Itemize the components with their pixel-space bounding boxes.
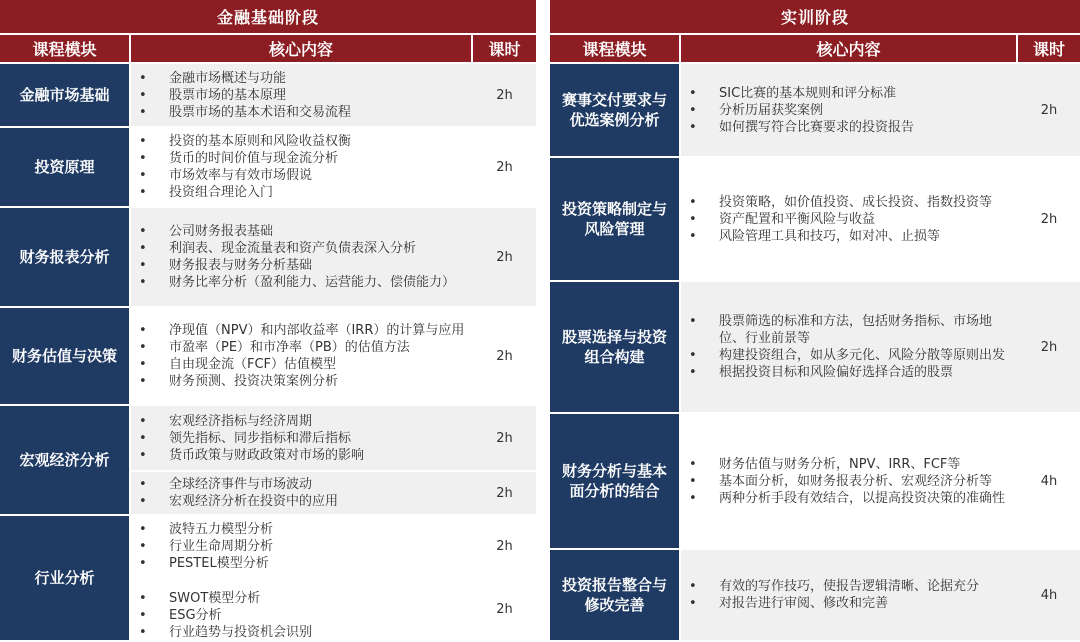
module-cell: 赛事交付要求与优选案例分析 — [550, 64, 679, 156]
header-module: 课程模块 — [0, 35, 131, 62]
content-cell — [131, 128, 473, 206]
bullet-item: • 如何撰写符合比赛要求的投资报告 — [719, 119, 1010, 136]
bullet-item: • 市场效率与有效市场假说 — [169, 167, 473, 184]
bullet-item: • 宏观经济分析在投资中的应用 — [169, 493, 473, 510]
bullet-item: • 领先指标、同步指标和滞后指标 — [169, 430, 473, 447]
bullet-item: • 金融市场概述与功能 — [169, 70, 473, 87]
content-cell — [131, 472, 473, 514]
content-cell — [131, 308, 473, 404]
module-cell: 金融市场基础 — [0, 64, 129, 126]
bullet-item: • 构建投资组合，如从多元化、风险分散等原则出发 — [719, 347, 1010, 364]
bullet-item: • 两种分析手段有效结合，以提高投资决策的准确性 — [719, 490, 1010, 507]
bullet-item: • 波特五力模型分析 — [169, 521, 473, 538]
bullet-list — [131, 521, 473, 572]
stage-title: 金融基础阶段 — [0, 0, 536, 33]
content-cell — [681, 282, 1018, 412]
hours-cell: 2h — [496, 601, 513, 617]
hours-cell: 4h — [1018, 550, 1080, 640]
bullet-list — [681, 313, 1010, 381]
bullet-item: • 行业趋势与投资机会识别 — [169, 624, 473, 641]
bullet-item: • 自由现金流（FCF）估值模型 — [169, 356, 473, 373]
bullet-list — [131, 70, 473, 121]
hours-cell: 2h — [1018, 64, 1080, 156]
header-content: 核心内容 — [681, 35, 1018, 62]
module-cell: 财务报表分析 — [0, 208, 129, 306]
hours-cell: 2h — [473, 472, 536, 514]
bullet-list — [131, 413, 473, 464]
module-cell: 财务分析与基本面分析的结合 — [550, 414, 679, 548]
bullet-item: • 利润表、现金流量表和资产负债表深入分析 — [169, 240, 473, 257]
bullet-item: • 根据投资目标和风险偏好选择合适的股票 — [719, 364, 1010, 381]
bullet-item: • 投资组合理论入门 — [169, 184, 473, 201]
bullet-item: • 股票市场的基本术语和交易流程 — [169, 104, 473, 121]
bullet-item: • 货币的时间价值与现金流分析 — [169, 150, 473, 167]
module-cell: 投资报告整合与修改完善 — [550, 550, 679, 640]
hours-cell: 2h — [473, 208, 536, 306]
table-body — [550, 64, 1080, 642]
bullet-list — [681, 456, 1010, 507]
table-body — [0, 64, 536, 642]
bullet-item: • 公司财务报表基础 — [169, 223, 473, 240]
hours-cell: 2h — [1018, 282, 1080, 412]
module-cell: 宏观经济分析 — [0, 406, 129, 514]
bullet-item: • 投资的基本原则和风险收益权衡 — [169, 133, 473, 150]
module-cell: 股票选择与投资组合构建 — [550, 282, 679, 412]
header-module: 课程模块 — [550, 35, 681, 62]
bullet-item: • 股票市场的基本原理 — [169, 87, 473, 104]
content-cell — [131, 64, 473, 126]
bullet-item: • 行业生命周期分析 — [169, 538, 473, 555]
content-cell — [681, 414, 1018, 548]
content-cell — [131, 208, 473, 306]
bullet-item: • 有效的写作技巧，使报告逻辑清晰、论据充分 — [719, 578, 1010, 595]
bullet-item: • 分析历届获奖案例 — [719, 102, 1010, 119]
hours-cell: 4h — [1040, 473, 1058, 489]
bullet-item: • 投资策略，如价值投资、成长投资、指数投资等 — [719, 194, 1010, 211]
bullet-item: • 全球经济事件与市场波动 — [169, 476, 473, 493]
bullet-list — [681, 85, 1010, 136]
bullet-item: • SWOT模型分析 — [169, 590, 473, 607]
hours-cell: 2h — [1040, 211, 1058, 227]
bullet-item: • ESG分析 — [169, 607, 473, 624]
content-cell — [681, 550, 1018, 640]
header-hours: 课时 — [473, 35, 536, 62]
header-content: 核心内容 — [131, 35, 473, 62]
bullet-item: • 基本面分析，如财务报表分析、宏观经济分析等 — [719, 473, 1010, 490]
bullet-list — [131, 590, 473, 641]
bullet-list — [131, 223, 473, 291]
bullet-item: • 宏观经济指标与经济周期 — [169, 413, 473, 430]
bullet-item: • 对报告进行审阅、修改和完善 — [719, 595, 1010, 612]
foundation-stage-panel — [0, 0, 536, 642]
bullet-item: • 财务比率分析（盈利能力、运营能力、偿债能力） — [169, 274, 473, 291]
module-cell: 财务估值与决策 — [0, 308, 129, 404]
training-stage-panel — [550, 0, 1080, 642]
hours-cell: 2h — [496, 159, 513, 175]
bullet-item: • 市盈率（PE）和市净率（PB）的估值方法 — [169, 339, 473, 356]
content-cell — [131, 516, 473, 576]
bullet-item: • SIC比赛的基本规则和评分标准 — [719, 85, 1010, 102]
hours-cell: 2h — [473, 64, 536, 126]
bullet-item: • 净现值（NPV）和内部收益率（IRR）的计算与应用 — [169, 322, 473, 339]
content-cell — [131, 406, 473, 470]
hours-cell: 2h — [473, 406, 536, 470]
bullet-item: • 财务报表与财务分析基础 — [169, 257, 473, 274]
bullet-list — [131, 322, 473, 390]
module-cell: 投资原理 — [0, 128, 129, 206]
bullet-list — [681, 578, 1010, 612]
bullet-item: • 资产配置和平衡风险与收益 — [719, 211, 1010, 228]
bullet-list — [681, 194, 1010, 245]
bullet-list — [131, 476, 473, 510]
bullet-list — [131, 133, 473, 201]
bullet-item: • 财务预测、投资决策案例分析 — [169, 373, 473, 390]
header-hours: 课时 — [1018, 35, 1080, 62]
bullet-item: • 货币政策与财政政策对市场的影响 — [169, 447, 473, 464]
content-cell — [131, 578, 473, 640]
module-cell: 行业分析 — [0, 516, 129, 640]
bullet-item: • 股票筛选的标准和方法，包括财务指标、市场地位、行业前景等 — [719, 313, 1010, 347]
table-header — [0, 35, 536, 62]
table-header — [550, 35, 1080, 62]
content-cell — [681, 158, 1018, 280]
bullet-item: • PESTEL模型分析 — [169, 555, 473, 572]
hours-cell: 2h — [496, 348, 513, 364]
bullet-item: • 风险管理工具和技巧，如对冲、止损等 — [719, 228, 1010, 245]
stage-title: 实训阶段 — [550, 0, 1080, 33]
hours-cell: 2h — [496, 538, 513, 554]
content-cell — [681, 64, 1018, 156]
bullet-item: • 财务估值与财务分析，NPV、IRR、FCF等 — [719, 456, 1010, 473]
module-cell: 投资策略制定与风险管理 — [550, 158, 679, 280]
